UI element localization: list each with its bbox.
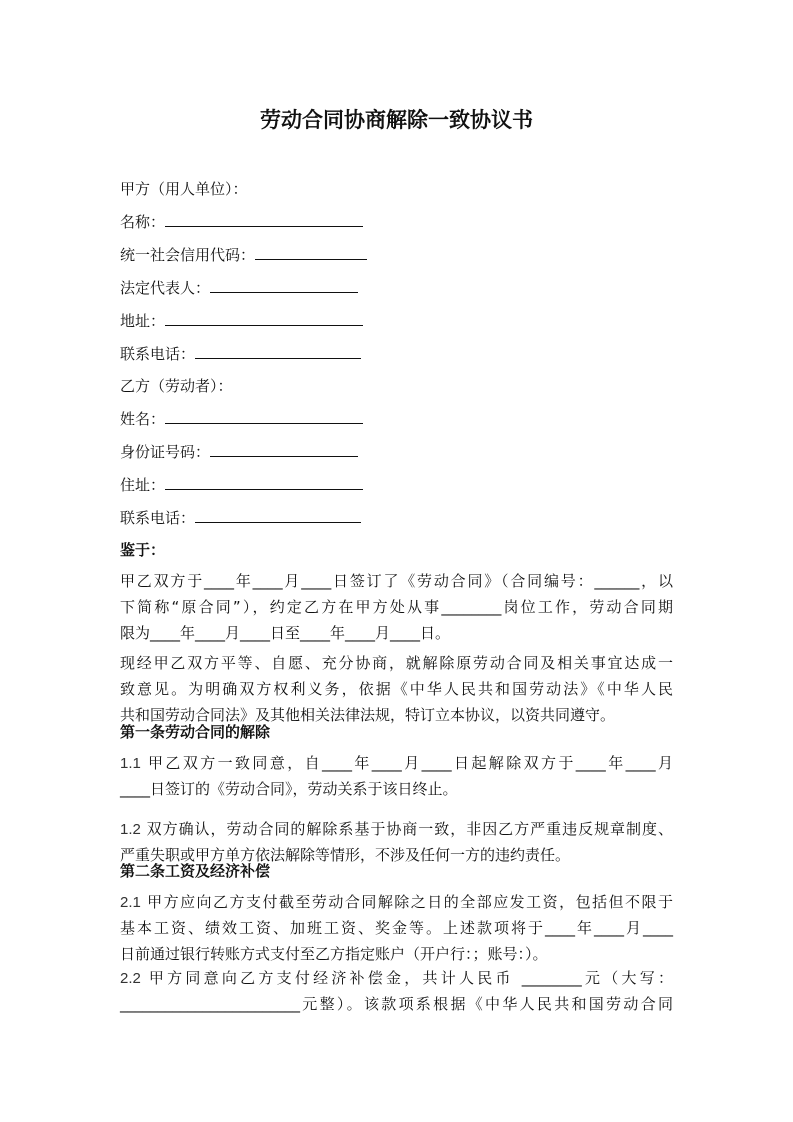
text-line: 甲方应向乙方支付截至劳动合同解除之日的全部应发工资，包括但不限于 [140,893,673,911]
text-line: 限为____年____月____日至____年____月____日。 [120,624,451,642]
blank-line [255,245,367,260]
whereas-paragraph-2 [120,650,673,728]
text-line: 甲方同意向乙方支付经济补偿金，共计人民币 ________元（大写： [140,969,673,987]
party-a-heading: 甲方（用人单位）： [120,180,248,198]
blank-line [195,344,361,359]
blank-line [165,212,363,227]
article-2-heading: 第二条工资及经济补偿 [120,862,271,880]
clause-number: 2.2 [120,970,141,987]
party-b-name-field [120,408,363,429]
clause-2-2 [120,965,673,1017]
field-label: 联系电话： [120,345,196,363]
text-line: 日前通过银行转账方式支付至乙方指定账户（开户行：；账号：）。 [120,945,548,963]
field-label: 法定代表人： [120,279,211,297]
party-a-legal-rep-field [120,277,358,298]
text-line: 共和国劳动合同法》及其他相关法律法规，特订立本协议，以资共同遵守。 [120,706,616,724]
field-label: 名称： [120,213,166,231]
document-title: 劳动合同协商解除一致协议书 [260,108,533,132]
blank-line [165,311,363,326]
text-line: 严重失职或甲方单方依法解除等情形，不涉及任何一方的违约责任。 [120,846,571,864]
party-a-phone-field [120,343,361,364]
blank-line [165,475,363,490]
text-line: 基本工资、绩效工资、加班工资、奖金等。上述款项将于____年____月____ [120,919,673,937]
field-label: 统一社会信用代码： [120,246,256,264]
blank-line [210,442,358,457]
field-label: 姓名： [120,410,166,428]
blank-line [210,278,358,293]
whereas-heading: 鉴于： [120,541,166,559]
clause-number: 2.1 [120,894,141,911]
field-label: 住址： [120,476,166,494]
blank-line [165,409,363,424]
clause-number: 1.2 [120,821,141,838]
text-line: 甲乙双方于____年____月____日签订了《劳动合同》（合同编号：______，以 [120,572,673,590]
text-line: 致意见。为明确双方权利义务，依据《中华人民共和国劳动法》《中华人民 [120,680,673,698]
party-a-name-field [120,211,363,232]
text-line: 双方确认，劳动合同的解除系基于协商一致，非因乙方严重违反规章制度、 [140,820,673,838]
clause-2-1 [120,889,673,967]
field-label: 身份证号码： [120,443,211,461]
party-b-address-field [120,474,363,495]
field-label: 地址： [120,312,166,330]
clause-1-1 [120,750,673,802]
text-line: 下简称“原合同”），约定乙方在甲方处从事________岗位工作，劳动合同期 [120,598,673,616]
party-b-phone-field [120,507,361,528]
party-b-id-field [120,441,358,462]
whereas-paragraph-1 [120,568,673,646]
field-label: 联系电话： [120,509,196,527]
text-line: 甲乙双方一致同意，自____年____月____日起解除双方于____年____月 [140,754,673,772]
clause-number: 1.1 [120,755,141,772]
party-a-credit-code-field [120,244,367,265]
party-b-heading: 乙方（劳动者）： [120,377,233,395]
blank-line [195,508,361,523]
text-line: ____日签订的《劳动合同》，劳动关系于该日终止。 [120,780,458,798]
text-line: ________________________元整）。该款项系根据《中华人民共和国劳动合同 [120,995,673,1013]
article-1-heading: 第一条劳动合同的解除 [120,723,271,741]
party-a-address-field [120,310,363,331]
text-line: 现经甲乙双方平等、自愿、充分协商，就解除原劳动合同及相关事宜达成一 [120,654,673,672]
